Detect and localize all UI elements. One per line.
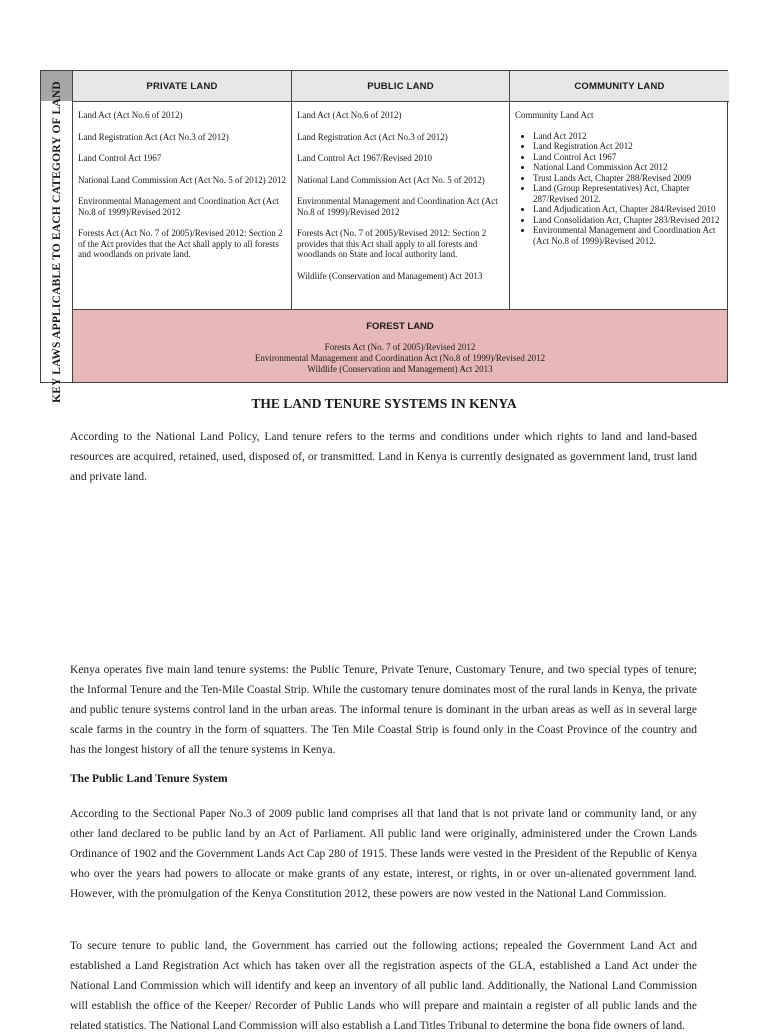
paragraph-tenure-systems: Kenya operates five main land tenure systems: the Public Tenure, Private Tenure, Customary Tenure, and two special types of tenure; the Informal Tenure and the Ten-Mile Coastal Strip. While the customary tenure dominates most of the rural lands in Kenya, the private and public tenure systems control land in the urban areas. The informal tenure is dominant in the urban areas as well as in several large scale farms in the country in the form of squatters. The Ten Mile Coastal Strip is found only in the Coast Province of the country and has the longest history of all the tenure systems in Kenya. — [70, 664, 697, 756]
list-item: • Land Consolidation Act, Chapter 283/Revised 2012 — [533, 215, 724, 226]
community-intro: Community Land Act — [515, 110, 594, 120]
column-header-public: PUBLIC LAND — [292, 71, 509, 102]
list-item: Forests Act (No. 7 of 2005)/Revised 2012: Section 2 provides that this Act shall apply to all forests and woodlands on State and local authority land. — [297, 228, 487, 259]
list-item: Land Registration Act (Act No.3 of 2012) — [297, 131, 448, 142]
list-item: Environmental Management and Coordination Act (Act No.8 of 1999)/Revised 2012 — [297, 196, 498, 217]
list-item: Environmental Management and Coordination Act (Act No.8 of 1999)/Revised 2012 — [78, 196, 279, 217]
list-item: • Land Act 2012 — [533, 131, 724, 142]
paragraph-definition: According to the National Land Policy, Land tenure refers to the terms and conditions under which rights to land and land-based resources are acquired, retained, used, disposed of, or transmitted. Land in Kenya is currently designated as government land, trust land and private land. — [70, 431, 697, 483]
list-item: Land Registration Act (Act No.3 of 2012) — [78, 131, 229, 142]
column-body-private — [73, 102, 291, 260]
table-columns — [73, 71, 727, 309]
list-item: • Land Adjudication Act, Chapter 284/Revised 2010 — [533, 204, 724, 215]
side-label: KEY LAWS APPLICABLE TO EACH CATEGORY OF LAND — [50, 80, 63, 403]
list-item: • Environmental Management and Coordination Act (Act No.8 of 1999)/Revised 2012. — [533, 225, 724, 246]
column-public-land — [292, 71, 510, 309]
list-item: Land Act (Act No.6 of 2012) — [78, 110, 183, 120]
land-laws-table — [40, 70, 728, 403]
paragraph-secure-tenure: To secure tenure to public land, the Government has carried out the following actions; repealed the Government Land Act and established a Land Registration Act which has taken over all the registration aspects of the GLA, established a Land Act under the National Land Commission which will identify and keep an inventory of all public land. Additionally, the National Land Commission will establish the office of the Keeper/ Recorder of Public Lands who will prepare and maintain a register of all public lands and the related statistics. The National Land Commission will also establish a Land Titles Tribunal to determine the bona fide owners of land. — [70, 940, 697, 1032]
list-item: Land Control Act 1967 — [78, 153, 162, 163]
forest-law-line: Wildlife (Conservation and Management) Act 2013 — [307, 364, 493, 374]
list-item: • Land Control Act 1967 — [533, 152, 724, 163]
table-side-column — [41, 71, 73, 403]
list-item: • Land Registration Act 2012 — [533, 141, 724, 152]
forest-land-title: FOREST LAND — [366, 321, 434, 332]
forest-law-line: Environmental Management and Coordination Act (No.8 of 1999)/Revised 2012 — [254, 353, 546, 363]
column-body-public — [292, 102, 509, 281]
column-private-land — [73, 71, 292, 309]
column-header-community: COMMUNITY LAND — [510, 71, 729, 102]
list-item: • Trust Lands Act, Chapter 288/Revised 2009 — [533, 173, 724, 184]
list-item: Land Act (Act No.6 of 2012) — [297, 110, 402, 120]
paragraph-public-land: According to the Sectional Paper No.3 of 2009 public land comprises all that land that is not private land or community land, or any other land declared to be public land by an Act of Parliament. All public land were originally, administered under the Crown Lands Ordinance of 1902 and the Government Lands Act Cap 280 of 1915. These lands were vested in the President of the Republic of Kenya who over the years had powers to allocate or make grants of any estate, interest, or rights, in or over un-alienated government land. However, with the promulgation of the Kenya Constitution 2012, these powers are now vested in the National Land Commission. — [70, 808, 697, 900]
list-item: Forests Act (Act No. 7 of 2005)/Revised 2012: Section 2 of the Act provides that the Act shall apply to all forests and woodlands on private land. — [78, 228, 283, 259]
list-item: • Land (Group Representatives) Act, Chapter 287/Revised 2012. — [533, 183, 724, 204]
list-item: Land Control Act 1967/Revised 2010 — [297, 153, 432, 163]
list-item: National Land Commission Act (Act No. 5 of 2012) 2012 — [78, 174, 286, 185]
column-community-land — [510, 71, 729, 309]
side-label-cell — [41, 80, 72, 403]
list-item: • National Land Commission Act 2012 — [533, 162, 724, 173]
column-body-community — [510, 102, 729, 246]
section-heading-public-land: The Public Land Tenure System — [70, 773, 228, 785]
community-bullet-list — [515, 131, 724, 247]
list-item: Wildlife (Conservation and Management) Act 2013 — [297, 270, 483, 281]
column-header-private: PRIVATE LAND — [73, 71, 291, 102]
list-item: National Land Commission Act (Act No. 5 of 2012) — [297, 174, 485, 185]
forest-land-row — [73, 309, 727, 382]
forest-law-line: Forests Act (No. 7 of 2005)/Revised 2012 — [324, 342, 476, 352]
document-title: THE LAND TENURE SYSTEMS IN KENYA — [251, 396, 517, 411]
